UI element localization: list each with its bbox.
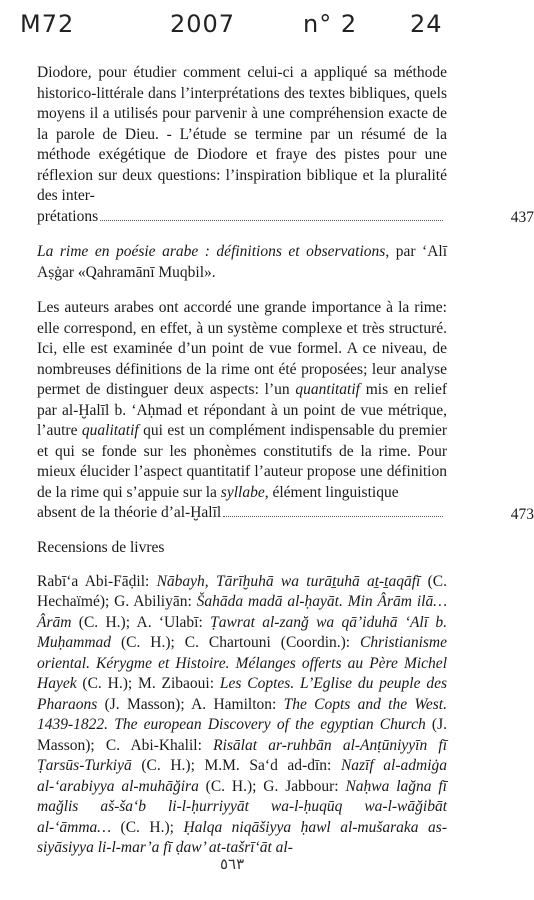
abstract-entry-diodore (37, 63, 534, 227)
abstract-body (37, 298, 447, 524)
handwritten-year: 2007 (170, 10, 236, 38)
review-book-title: Les Coptes. L’Eglise du peuple des Pharaons (37, 675, 447, 713)
abstract-text-2: mis en relief par al-Ḫalīl b. ‘Aḥmad et répondant à un point de vue métrique, l’autre (37, 381, 447, 439)
review-book-title: Christianisme oriental. Kérygme et Histoire. Mélanges offerts au Père Michel Hayek (37, 634, 447, 692)
review-text: (C. H.); (111, 818, 184, 836)
abstract-text-4: , élément linguistique (264, 483, 399, 501)
review-text: (C. H.); A. ‘Ulabī: (71, 613, 211, 631)
review-book-title: Risālat ar-ruhbān al-Anṭūniyyīn fī Ṭarsūs-Turkiyā (37, 736, 448, 774)
article-title: La rime en poésie arabe : définitions et observations (37, 243, 386, 260)
handwritten-issue: n° 2 (303, 10, 358, 38)
abstract-entry-rime (37, 298, 534, 524)
reviews-body (37, 572, 447, 859)
leader-line (37, 207, 447, 228)
abstract-last-line: absent de la théorie d’al-Ḫalīl (37, 504, 222, 521)
page-number: 473 (510, 505, 534, 523)
abstract-last-line: prétations (37, 207, 99, 225)
folio-number: ٥٦٣ (220, 857, 245, 873)
abstract-text: Diodore, pour étudier comment celui-ci a appliqué sa méthode historico-littérale dans l’interprétations des textes bibliques, quels moyens il a utilisés pour parvenir à une compréhension exacte de la parole de Dieu. - L’étude se termine par un résumé de la méthode exégétique de Diodore et fraye des pistes pour une réflexion sur deux questions: l’inspiration biblique et la pluralité des inter- (37, 64, 447, 204)
handwritten-mark-left: M72 (20, 10, 75, 38)
review-book-title: Naḥwa lağna fī mağlis aš-ša‘b li-l-ḥurriyyāt wa-l-ḥuqūq wa-l-wāğibāt al-‘āmma… (37, 777, 447, 836)
review-text: (J. Masson); C. Abi-Khalil: (37, 716, 447, 754)
dot-leader (223, 515, 443, 517)
abstract-body (37, 63, 447, 227)
abstract-text-1: Les auteurs arabes ont accordé une grande importance à la rime: elle correspond, en effet, à un système complexe et très structuré. Ici, elle est examinée d’un point de vue formel. A ce niveau, de nombreuses définitions de la rime ont été proposées; leur analyse permet de distinguer deux aspects: l’un (37, 299, 447, 398)
review-book-title: Šahāda madā al-ḥayāt. Min Ârām ilā… Ârām (37, 593, 448, 631)
review-book-title: Ḥalqa niqāšiyya ḥawl al-mušaraka as-siyāsiyya li-l-mar’a fī ḍaw’ at-tašrī‘āt al- (37, 818, 447, 856)
review-text: Rabī‘a Abi-Fāḍil: (37, 572, 157, 590)
review-text: (J. Masson); A. Hamilton: (97, 695, 284, 713)
page-content (37, 63, 534, 859)
term-quantitatif: quantitatif (295, 381, 360, 398)
section-heading-reviews: Recensions de livres (37, 538, 165, 556)
review-text: (C. H.); G. Jabbour: (198, 777, 346, 795)
term-syllabe: syllabe (220, 483, 265, 501)
handwritten-mark-right: 24 (410, 10, 443, 38)
review-book-title: The Copts and the West. 1439-1822. The european Discovery of the egyptian Church (37, 695, 447, 733)
review-book-title: Nazīf al-admiġa al-‘arabiyya al-muhāğira (37, 757, 447, 795)
review-text: (C. H.); M.M. Sa‘d ad-dīn: (131, 757, 341, 774)
review-text: (C. H.); C. Chartouni (Coordin.): (111, 634, 361, 651)
leader-line (37, 503, 447, 524)
review-book-title: Nābayh, Tārīḫuhā wa turāṯuhā aṯ-ṯaqāfī (156, 572, 421, 590)
review-text: (C. Hechaïmé); G. Abiliyān: (37, 572, 448, 610)
abstract-text-3: qui est un complément indispensable du premier et qui se fonde sur les phonèmes constitutifs de la rime. Pour mieux élucider l’aspect quantitatif l’auteur propose une définition de la rime qui s’appuie sur la (37, 422, 447, 501)
page-number: 437 (510, 209, 534, 226)
article-byline: , par ‘Alī Aṣġar «Qahramānī Muqbil». (37, 243, 447, 281)
article-heading (37, 242, 447, 283)
term-qualitatif: qualitatif (81, 422, 139, 439)
dot-leader (100, 219, 443, 221)
review-book-title: Ṭawrat al-zanğ wa qā’iduhā ‘Alī b. Muḥammad (37, 613, 447, 651)
review-text: (C. H.); M. Zibaoui: (76, 675, 220, 692)
